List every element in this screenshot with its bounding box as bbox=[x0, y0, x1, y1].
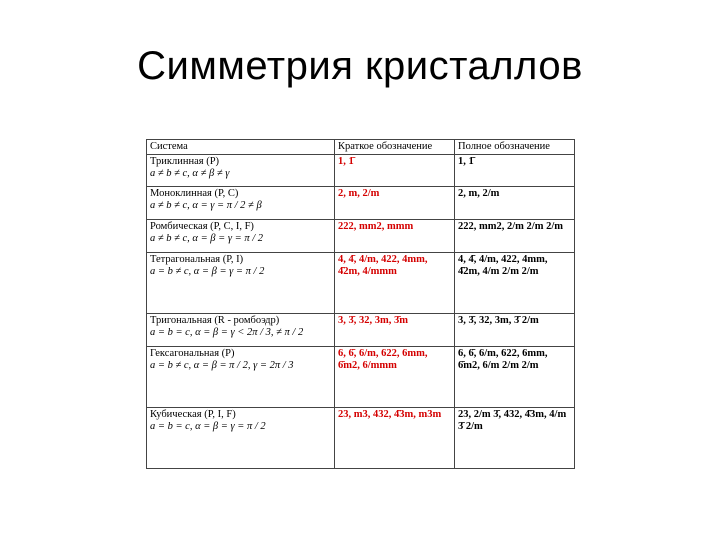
short-notation: 1, 1̄ bbox=[335, 155, 455, 187]
system-condition: a = b = c, α = β = γ = π / 2 bbox=[150, 421, 266, 432]
short-notation: 3, 3̄, 32, 3m, 3̄m bbox=[335, 314, 455, 347]
system-condition: a = b = c, α = β = γ < 2π / 3, ≠ π / 2 bbox=[150, 327, 304, 338]
system-cell bbox=[147, 187, 335, 220]
short-notation: 6, 6̄, 6/m, 622, 6mm, 6̄m2, 6/mmm bbox=[335, 347, 455, 408]
full-notation: 1, 1̄ bbox=[455, 155, 575, 187]
system-name: Тетрагональная (P, I) bbox=[150, 254, 244, 265]
system-cell bbox=[147, 347, 335, 408]
system-name: Кубическая (P, I, F) bbox=[150, 409, 236, 420]
system-condition: a ≠ b ≠ c, α = γ = π / 2 ≠ β bbox=[150, 200, 262, 211]
system-cell bbox=[147, 155, 335, 187]
full-notation: 23, 2/m 3̄, 432, 4̄3m, 4/m 3̄ 2/m bbox=[455, 408, 575, 469]
system-name: Гексагональная (P) bbox=[150, 348, 235, 359]
system-cell bbox=[147, 408, 335, 469]
short-notation: 2, m, 2/m bbox=[335, 187, 455, 220]
table-row bbox=[147, 155, 575, 187]
system-name: Триклинная (P) bbox=[150, 156, 220, 167]
system-condition: a ≠ b ≠ c, α ≠ β ≠ γ bbox=[150, 168, 230, 179]
header-short: Краткое обозначение bbox=[335, 140, 455, 155]
system-name: Тригональная (R - ромбоэдр) bbox=[150, 315, 280, 326]
header-full: Полное обозначение bbox=[455, 140, 575, 155]
full-notation: 222, mm2, 2/m 2/m 2/m bbox=[455, 220, 575, 253]
short-notation: 4, 4̄, 4/m, 422, 4mm, 4̄2m, 4/mmm bbox=[335, 253, 455, 314]
table-row bbox=[147, 347, 575, 408]
full-notation: 6, 6̄, 6/m, 622, 6mm, 6̄m2, 6/m 2/m 2/m bbox=[455, 347, 575, 408]
short-notation: 222, mm2, mmm bbox=[335, 220, 455, 253]
system-condition: a = b ≠ c, α = β = γ = π / 2 bbox=[150, 266, 265, 277]
system-name: Ромбическая (P, C, I, F) bbox=[150, 221, 254, 232]
table-row bbox=[147, 314, 575, 347]
page-title: Симметрия кристаллов bbox=[137, 44, 583, 88]
system-cell bbox=[147, 220, 335, 253]
system-cell bbox=[147, 253, 335, 314]
full-notation: 2, m, 2/m bbox=[455, 187, 575, 220]
header-system: Система bbox=[147, 140, 335, 155]
table-row bbox=[147, 253, 575, 314]
system-name: Моноклинная (P, C) bbox=[150, 188, 239, 199]
system-condition: a = b ≠ c, α = β = π / 2, γ = 2π / 3 bbox=[150, 360, 294, 371]
table-row bbox=[147, 220, 575, 253]
table-row bbox=[147, 187, 575, 220]
table-header-row bbox=[147, 140, 575, 155]
short-notation: 23, m3, 432, 4̄3m, m3m bbox=[335, 408, 455, 469]
table-row bbox=[147, 408, 575, 469]
system-condition: a ≠ b ≠ c, α = β = γ = π / 2 bbox=[150, 233, 263, 244]
system-cell bbox=[147, 314, 335, 347]
full-notation: 4, 4̄, 4/m, 422, 4mm, 4̄2m, 4/m 2/m 2/m bbox=[455, 253, 575, 314]
full-notation: 3, 3̄, 32, 3m, 3̄ 2/m bbox=[455, 314, 575, 347]
symmetry-table bbox=[146, 139, 575, 469]
